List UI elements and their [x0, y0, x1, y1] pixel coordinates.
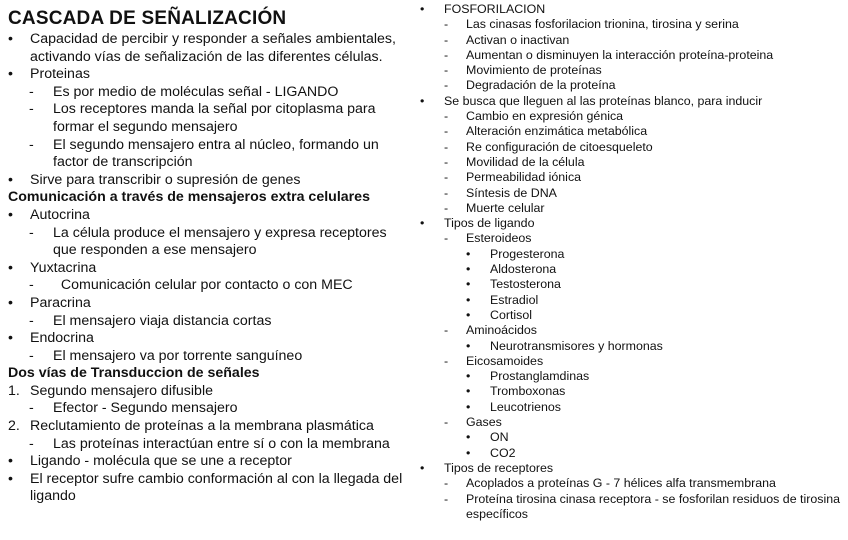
list-item-text: La célula produce el mensajero y expresa receptores que responden a ese mensajero [53, 224, 391, 259]
outline-item-level-1 [418, 216, 842, 231]
list-item-text: Paracrina [30, 294, 91, 311]
dash-marker: - [29, 312, 34, 329]
dash-marker: - [444, 47, 449, 62]
sub-list-item [8, 348, 408, 366]
bullet-marker: • [466, 369, 471, 384]
dash-marker: - [29, 136, 34, 153]
section-heading: Comunicación a través de mensajeros extra celulares [8, 189, 370, 206]
list-item-text: Reclutamiento de proteínas a la membrana plasmática [30, 418, 374, 435]
bullet-marker: • [420, 2, 425, 16]
outline-item-level-1 [418, 461, 842, 476]
list-item-text: El segundo mensajero entra al núcleo, formando un factor de transcripción [53, 136, 383, 171]
bullet-marker: • [466, 430, 471, 445]
list-item-text: El mensajero va por torrente sanguíneo [53, 347, 303, 364]
dash-marker: - [444, 231, 449, 246]
bullet-marker: • [466, 399, 471, 414]
outline-item-level-3 [418, 293, 842, 308]
list-item [8, 260, 408, 278]
dash-marker: - [444, 63, 449, 78]
outline-item-text: Degradación de la proteína [466, 78, 616, 93]
outline-item-level-2 [418, 476, 842, 491]
dash-marker: - [444, 200, 449, 215]
sub-list-item [8, 137, 408, 172]
outline-item-text: Tipos de ligando [444, 216, 535, 231]
dash-marker: - [444, 415, 449, 430]
outline-item-level-2 [418, 231, 842, 246]
list-item-text: Efector - Segundo mensajero [53, 400, 238, 417]
outline-item-text: ON [490, 430, 509, 445]
right-list [418, 2, 842, 522]
bullet-marker: • [8, 470, 13, 487]
outline-item-level-3 [418, 277, 842, 292]
bullet-marker: • [466, 277, 471, 292]
list-item-text: Segundo mensajero difusible [30, 382, 213, 399]
list-item-text: Comunicación celular por contacto o con MEC [53, 277, 353, 294]
outline-item-level-3 [418, 400, 842, 415]
outline-item-level-1 [418, 94, 842, 109]
dash-marker: - [444, 323, 449, 338]
section-heading: Dos vías de Transduccion de señales [8, 365, 260, 382]
outline-item-level-3 [418, 369, 842, 384]
bullet-marker: • [8, 66, 13, 83]
outline-item-level-2 [418, 17, 842, 32]
dash-marker: - [444, 185, 449, 200]
list-item-text: Los receptores manda la señal por citoplasma para formar el segundo mensajero [53, 101, 380, 135]
outline-item-level-2 [418, 492, 842, 523]
outline-item-level-3 [418, 430, 842, 445]
outline-item-text: Cortisol [490, 307, 532, 322]
dash-marker: - [444, 491, 449, 506]
list-item-text: Las proteínas interactúan entre sí o con la membrana [53, 435, 390, 452]
outline-item-level-2 [418, 48, 842, 63]
dash-marker: - [444, 109, 449, 124]
list-item-text: El receptor sufre cambio conformación al con la llegada del ligando [30, 470, 407, 505]
outline-item-text: CO2 [490, 445, 516, 460]
bullet-marker: • [8, 206, 13, 223]
outline-item-text: Aldosterona [490, 262, 557, 277]
sub-list-item [8, 84, 408, 102]
outline-item-text: Prostanglamdinas [490, 369, 590, 384]
outline-item-level-2 [418, 323, 842, 338]
outline-item-level-3 [418, 446, 842, 461]
dash-marker: - [444, 78, 449, 93]
dash-marker: - [29, 224, 34, 241]
outline-item-text: Alteración enzimática metabólica [466, 124, 648, 139]
bullet-marker: • [466, 307, 471, 322]
outline-item-text: Tipos de receptores [444, 460, 554, 475]
list-item [8, 383, 408, 401]
outline-item-text: Cambio en expresión génica [466, 109, 624, 124]
outline-item-text: Leucotrienos [490, 399, 561, 414]
outline-item-text: Activan o inactivan [466, 32, 570, 47]
outline-item-text: Se busca que lleguen al las proteínas blanco, para inducir [444, 93, 763, 108]
bullet-marker: • [420, 216, 425, 231]
outline-item-level-2 [418, 33, 842, 48]
outline-item-text: Muerte celular [466, 200, 545, 215]
list-item-text: El mensajero viaja distancia cortas [53, 312, 272, 329]
dash-marker: - [444, 476, 449, 491]
outline-item-level-2 [418, 201, 842, 216]
dash-marker: - [29, 101, 34, 118]
dash-marker: - [444, 154, 449, 169]
outline-item-text: Eicosamoides [466, 353, 544, 368]
outline-item-text: Aumentan o disminuyen la interacción proteína-proteina [466, 47, 774, 62]
outline-item-level-2 [418, 354, 842, 369]
outline-item-level-3 [418, 247, 842, 262]
dash-marker: - [444, 353, 449, 368]
outline-item-text: Síntesis de DNA [466, 185, 557, 200]
bullet-marker: • [466, 384, 471, 399]
left-list [8, 31, 408, 506]
outline-item-text: Acoplados a proteínas G - 7 hélices alfa transmembrana [466, 476, 776, 491]
list-item [8, 172, 408, 190]
bullet-marker: 1. [8, 382, 20, 399]
outline-item-text: Aminoácidos [466, 323, 537, 338]
list-item [8, 330, 408, 348]
list-item [8, 66, 408, 84]
outline-item-level-3 [418, 262, 842, 277]
dash-marker: - [444, 139, 449, 154]
list-item-text: Es por medio de moléculas señal - LIGANDO [53, 83, 339, 100]
bullet-marker: • [466, 262, 471, 277]
bullet-marker: • [8, 171, 13, 188]
left-column [8, 8, 408, 506]
list-item [8, 453, 408, 471]
outline-item-text: Permeabilidad iónica [466, 170, 582, 185]
right-column [418, 2, 842, 522]
bullet-marker: • [466, 246, 471, 261]
outline-item-level-3 [418, 308, 842, 323]
bullet-marker: • [466, 445, 471, 460]
list-item [8, 295, 408, 313]
dash-marker: - [29, 347, 34, 364]
bullet-marker: • [420, 93, 425, 108]
bullet-marker: 2. [8, 418, 20, 435]
dash-marker: - [29, 83, 34, 100]
dash-marker: - [444, 17, 449, 32]
list-item [8, 31, 408, 66]
outline-item-level-2 [418, 415, 842, 430]
outline-item-text: Proteína tirosina cinasa receptora - se fosforilan residuos de tirosina específicos [466, 491, 840, 521]
sub-list-item [8, 225, 408, 260]
outline-item-text: Esteroideos [466, 231, 532, 246]
list-item-text: Yuxtacrina [30, 259, 97, 276]
dash-marker: - [29, 277, 34, 294]
list-item-text: Proteinas [30, 66, 90, 83]
outline-item-text: Testosterona [490, 277, 561, 292]
outline-item-text: Re configuración de citoesqueleto [466, 139, 653, 154]
outline-item-text: Movilidad de la célula [466, 154, 585, 169]
list-item-text: Sirve para transcribir o supresión de genes [30, 171, 301, 188]
outline-item-level-2 [418, 170, 842, 185]
outline-item-level-2 [418, 124, 842, 139]
bullet-marker: • [8, 294, 13, 311]
bullet-marker: • [8, 330, 13, 347]
outline-item-level-2 [418, 155, 842, 170]
outline-item-level-3 [418, 384, 842, 399]
outline-item-level-2 [418, 186, 842, 201]
page-title: CASCADA DE SEÑALIZACIÓN [8, 8, 287, 29]
sub-list-item [8, 101, 408, 136]
bullet-marker: • [466, 292, 471, 307]
outline-item-text: FOSFORILACION [444, 2, 546, 16]
outline-item-text: Progesterona [490, 246, 565, 261]
list-item-text: Ligando - molécula que se une a receptor [30, 453, 292, 470]
outline-item-text: Estradiol [490, 292, 539, 307]
outline-item-level-3 [418, 339, 842, 354]
bullet-marker: • [8, 259, 13, 276]
dash-marker: - [29, 435, 34, 452]
bullet-marker: • [8, 31, 13, 47]
sub-list-item [8, 277, 408, 295]
outline-item-level-2 [418, 63, 842, 78]
sub-list-item [8, 436, 408, 454]
outline-item-text: Gases [466, 415, 502, 430]
sub-list-item [8, 400, 408, 418]
outline-item-level-2 [418, 109, 842, 124]
list-item [8, 418, 408, 436]
list-item [8, 207, 408, 225]
list-item-text: Autocrina [30, 206, 90, 223]
bullet-marker: • [420, 460, 425, 475]
outline-item-level-2 [418, 78, 842, 93]
dash-marker: - [444, 170, 449, 185]
list-item [8, 471, 408, 506]
list-item-text: Capacidad de percibir y responder a señales ambientales, activando vías de señalización de las diferentes células. [30, 31, 400, 65]
outline-item-level-2 [418, 140, 842, 155]
list-item-text: Endocrina [30, 330, 94, 347]
outline-item-text: Neurotransmisores y hormonas [490, 338, 663, 353]
outline-item-text: Movimiento de proteínas [466, 63, 602, 78]
dash-marker: - [29, 400, 34, 417]
dash-marker: - [444, 32, 449, 47]
outline-item-level-1 [418, 2, 842, 17]
outline-item-text: Tromboxonas [490, 384, 566, 399]
bullet-marker: • [8, 453, 13, 470]
dash-marker: - [444, 124, 449, 139]
bullet-marker: • [466, 338, 471, 353]
outline-item-text: Las cinasas fosforilacion trionina, tirosina y serina [466, 17, 739, 32]
sub-list-item [8, 313, 408, 331]
